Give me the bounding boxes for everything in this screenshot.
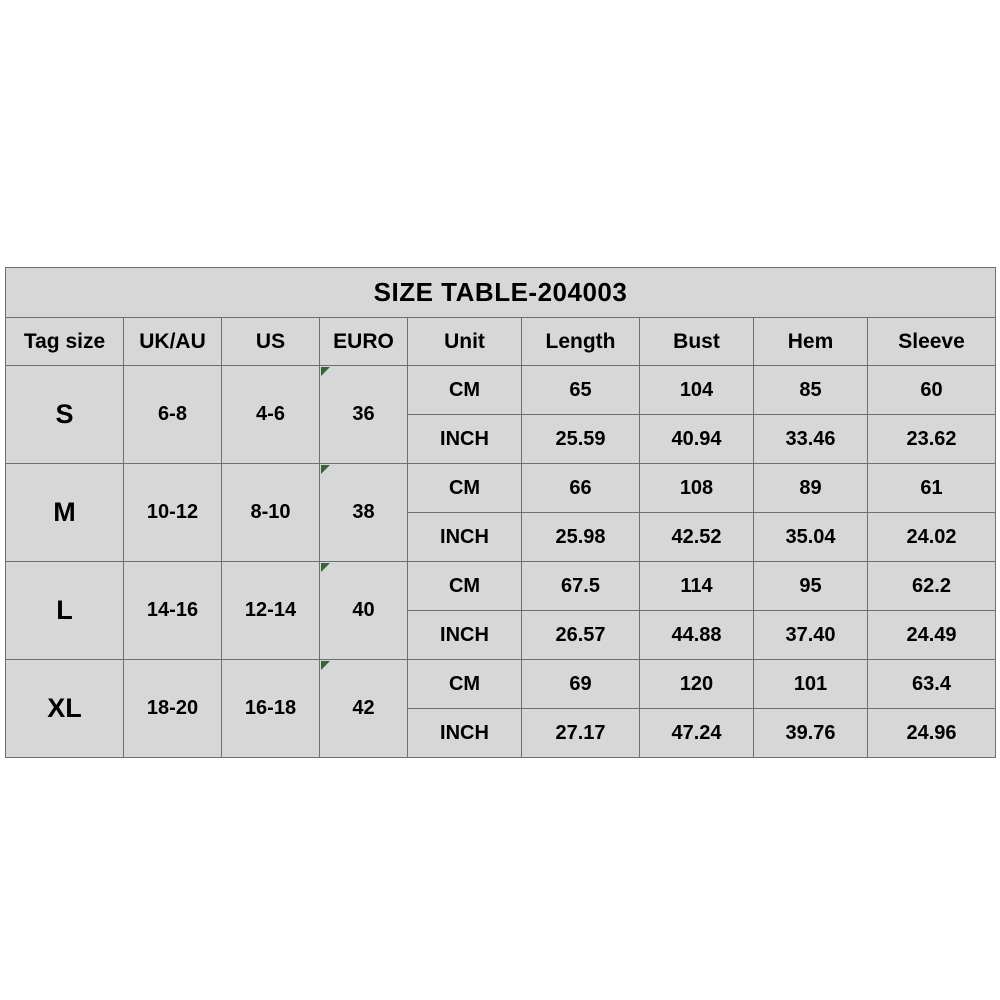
cell-bust: 44.88 xyxy=(640,611,754,660)
cell-sleeve: 62.2 xyxy=(868,562,996,611)
column-header-bust: Bust xyxy=(640,318,754,366)
cell-hem: 35.04 xyxy=(754,513,868,562)
cell-euro: 38 xyxy=(320,464,408,562)
cell-length: 67.5 xyxy=(522,562,640,611)
table-header-row xyxy=(6,318,996,366)
cell-bust: 108 xyxy=(640,464,754,513)
table-row xyxy=(6,660,996,709)
column-header-sleeve: Sleeve xyxy=(868,318,996,366)
cell-bust: 120 xyxy=(640,660,754,709)
cell-length: 25.98 xyxy=(522,513,640,562)
cell-unit: CM xyxy=(408,366,522,415)
size-table-container xyxy=(5,267,995,758)
column-header-hem: Hem xyxy=(754,318,868,366)
cell-length: 25.59 xyxy=(522,415,640,464)
cell-tag-size: S xyxy=(6,366,124,464)
cell-unit: INCH xyxy=(408,415,522,464)
cell-hem: 85 xyxy=(754,366,868,415)
size-table xyxy=(5,267,996,758)
cell-euro: 42 xyxy=(320,660,408,758)
cell-hem: 95 xyxy=(754,562,868,611)
cell-euro: 40 xyxy=(320,562,408,660)
cell-unit: CM xyxy=(408,464,522,513)
cell-bust: 40.94 xyxy=(640,415,754,464)
cell-tag-size: M xyxy=(6,464,124,562)
cell-sleeve: 61 xyxy=(868,464,996,513)
cell-hem: 89 xyxy=(754,464,868,513)
column-header-us: US xyxy=(222,318,320,366)
cell-uk-au: 14-16 xyxy=(124,562,222,660)
cell-sleeve: 63.4 xyxy=(868,660,996,709)
cell-tag-size: L xyxy=(6,562,124,660)
cell-length: 66 xyxy=(522,464,640,513)
column-header-euro: EURO xyxy=(320,318,408,366)
table-row xyxy=(6,366,996,415)
table-row xyxy=(6,562,996,611)
table-title-row xyxy=(6,268,996,318)
cell-unit: CM xyxy=(408,660,522,709)
cell-us: 16-18 xyxy=(222,660,320,758)
cell-sleeve: 23.62 xyxy=(868,415,996,464)
cell-us: 8-10 xyxy=(222,464,320,562)
cell-unit: INCH xyxy=(408,611,522,660)
cell-hem: 39.76 xyxy=(754,709,868,758)
cell-unit: INCH xyxy=(408,709,522,758)
cell-length: 27.17 xyxy=(522,709,640,758)
cell-hem: 37.40 xyxy=(754,611,868,660)
cell-length: 26.57 xyxy=(522,611,640,660)
cell-unit: CM xyxy=(408,562,522,611)
column-header-uk-au: UK/AU xyxy=(124,318,222,366)
cell-tag-size: XL xyxy=(6,660,124,758)
cell-hem: 101 xyxy=(754,660,868,709)
page-title: SIZE TABLE-204003 xyxy=(6,268,996,318)
cell-bust: 42.52 xyxy=(640,513,754,562)
cell-us: 12-14 xyxy=(222,562,320,660)
cell-length: 69 xyxy=(522,660,640,709)
cell-sleeve: 24.49 xyxy=(868,611,996,660)
cell-euro: 36 xyxy=(320,366,408,464)
table-row xyxy=(6,464,996,513)
column-header-length: Length xyxy=(522,318,640,366)
cell-sleeve: 60 xyxy=(868,366,996,415)
cell-bust: 104 xyxy=(640,366,754,415)
cell-unit: INCH xyxy=(408,513,522,562)
cell-uk-au: 10-12 xyxy=(124,464,222,562)
cell-sleeve: 24.96 xyxy=(868,709,996,758)
column-header-tag-size: Tag size xyxy=(6,318,124,366)
column-header-unit: Unit xyxy=(408,318,522,366)
cell-bust: 47.24 xyxy=(640,709,754,758)
cell-sleeve: 24.02 xyxy=(868,513,996,562)
cell-uk-au: 18-20 xyxy=(124,660,222,758)
cell-length: 65 xyxy=(522,366,640,415)
cell-us: 4-6 xyxy=(222,366,320,464)
cell-uk-au: 6-8 xyxy=(124,366,222,464)
cell-bust: 114 xyxy=(640,562,754,611)
cell-hem: 33.46 xyxy=(754,415,868,464)
